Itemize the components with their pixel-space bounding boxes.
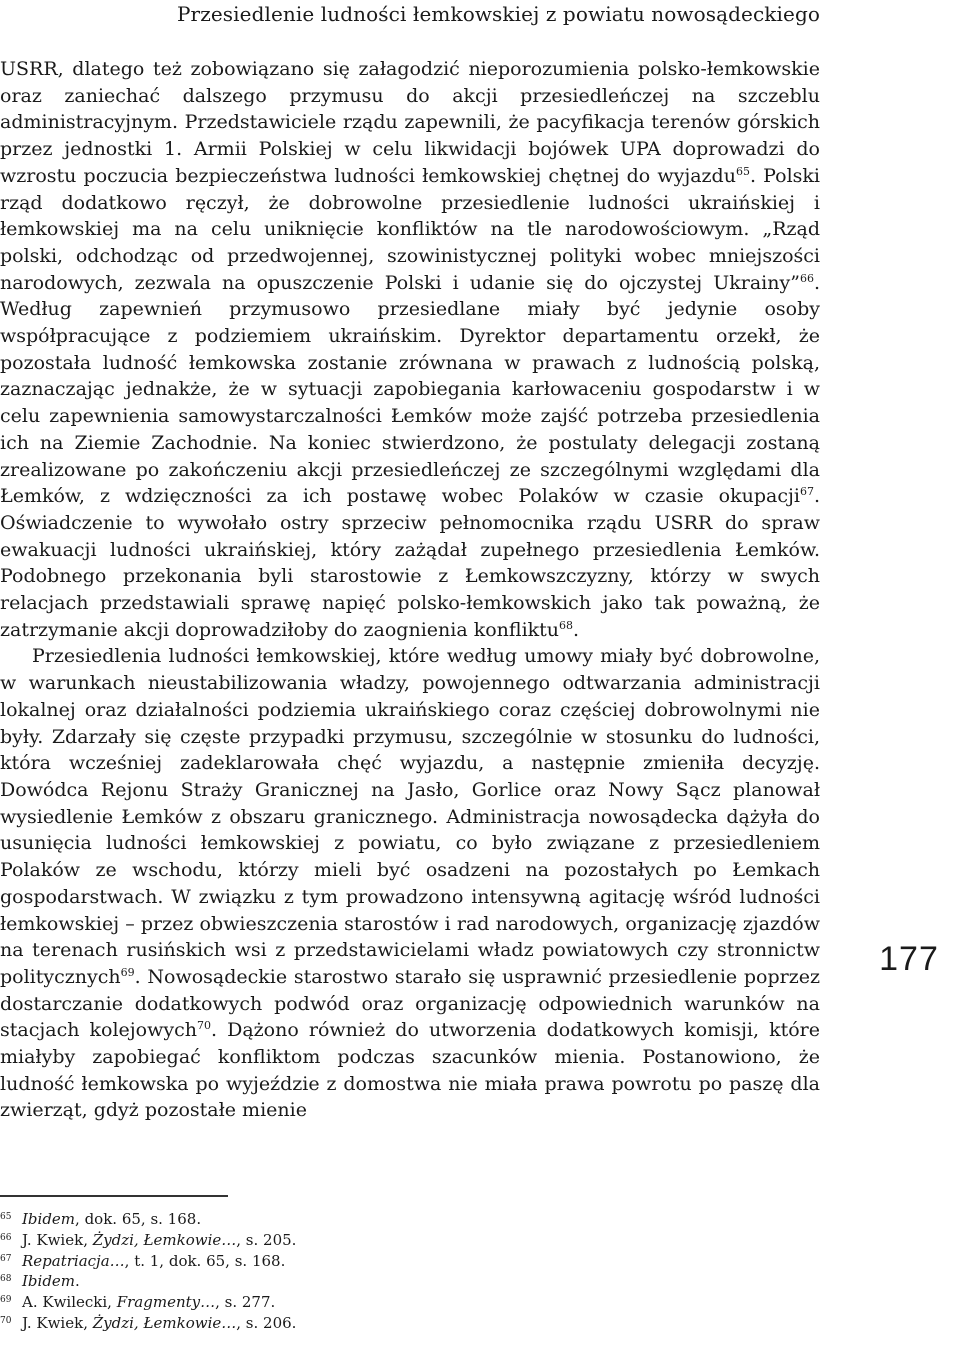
footnote-text: Ibidem [22, 1272, 76, 1291]
footnote-text: , t. 1, dok. 65, s. 168. [124, 1251, 286, 1270]
footnote-text: , s. 205. [236, 1230, 297, 1249]
paragraph-text: . Według zapewnień przymusowo przesiedlane miały być jedynie osoby współpracujące z podziemiem ukraińskim. Dyrektor departamentu orzekł, że pozostała ludność łemkowska zostanie zrównana w prawach z ludnością polską, zaznaczając jednakże, że w sytuacji zapobiegania karłowaceniu gospodarstw i w celu zapewnienia samowystarczalności Łemków może zajść potrzeba przesiedlenia ich na Ziemie Zachodnie. Na koniec stwierdzono, że postulaty delegacji zostaną zrealizowane po zakończeniu akcji przesiedleńczej ze szczególnymi względami dla Łemków, z wdzięczności za ich postawę wobec Polaków w czasie okupacji [0, 271, 820, 508]
paragraph-text: USRR, dlatego też zobowiązano się załagodzić nieporozumienia polsko-łemkowskie oraz zaniechać dalszego przymusu do akcji przesiedleńczej na szczeblu administracyjnym. Przedstawiciele rządu zapewnili, że pacyfikacja terenów górskich przez jednostki 1. Armii Polskiej w celu likwidacji bojówek UPA doprowadzi do wzrostu poczucia bezpieczeństwa ludności łemkowskiej chętnej do wyjazdu [0, 58, 820, 187]
footnote: 65 Ibidem, dok. 65, s. 168. [0, 1210, 202, 1228]
paragraph-text: Przesiedlenia ludności łemkowskiej, które według umowy miały być dobrowolne, w warunkach nieustabilizowania władzy, powojennego odtwarzania administracji lokalnej oraz działalności podziemia ukraińskiego coraz częściej dobrowolnymi nie były. Zdarzały się częste przypadki przymusu, szczególnie w stosunku do ludności, która wcześniej zadeklarowała chęć wyjazdu, a następnie zmieniła decyzję. Dowódca Rejonu Straży Granicznej na Jasło, Gorlice oraz Nowy Sącz planował wysiedlenie Łemków z obszaru granicznego. Administracja nowosądecka dążyła do usunięcia ludności łemkowskiej z powiatu, co było związane z przesiedleniem Polaków ze wschodu, którzy mieli być osadzeni na pozostałych po Łemkach gospodarstwach. W związku z tym prowadzono intensywną agitację wśród ludności łemkowskiej – przez obwieszczenia starostów i rad narodowych, organizację zjazdów na terenach rusińskich wsi z przedstawicielami władz powiatowych czy stronnictw politycznych [0, 645, 820, 988]
footnote-separator [0, 1195, 228, 1197]
footnotes [0, 1209, 600, 1334]
footnote-text: Repatriacja… [22, 1251, 125, 1270]
footnote: 70 J. Kwiek, Żydzi, Łemkowie…, s. 206. [0, 1313, 297, 1332]
footnote: 67 Repatriacja…, t. 1, dok. 65, s. 168. [0, 1251, 286, 1270]
footnote-marker[interactable]: 67 [799, 485, 814, 499]
paragraph [0, 643, 820, 1124]
footnote-text: Ibidem [22, 1210, 76, 1228]
paragraph-text: . [573, 618, 580, 641]
footnote-text: , dok. 65, s. 168. [75, 1210, 202, 1228]
footnote-marker[interactable]: 70 [197, 1019, 211, 1033]
running-title: Przesiedlenie ludności łemkowskiej z powiatu nowosądeckiego [176, 2, 820, 26]
paragraph-text: . Nowosądeckie starostwo starało się usprawnić przesiedlenie poprzez dostarczanie dodatkowych podwód oraz organizację odpowiednich warunków na stacjach kolejowych [0, 965, 820, 1042]
footnote-text: J. Kwiek, [22, 1230, 93, 1249]
footnote-text: Żydzi, Łemkowie… [92, 1230, 237, 1249]
paragraph-text: . Polski rząd dodatkowo ręczył, że dobrowolne przesiedlenie ludności ukraińskiej i łemkowskiej ma na celu uniknięcie konfliktów na tle narodowościowym. „Rząd polski, odchodząc od przedwojennej, szowinistycznej polityki wobec mniejszości narodowych, zezwala na opuszczenie Polski i udanie się do ojczystej Ukrainy” [0, 164, 821, 294]
running-header [0, 2, 820, 26]
page-number: 177 [879, 940, 939, 978]
footnote: 69 A. Kwilecki, Fragmenty…, s. 277. [0, 1293, 276, 1312]
footnote-text: Żydzi, Łemkowie… [92, 1313, 237, 1332]
body-text [0, 56, 820, 1124]
paragraph [0, 56, 820, 643]
footnote-text: , s. 206. [236, 1313, 297, 1332]
footnote: 68 Ibidem. [0, 1272, 80, 1291]
footnote-text: Fragmenty… [116, 1293, 216, 1312]
footnote: 66 J. Kwiek, Żydzi, Łemkowie…, s. 205. [0, 1230, 297, 1249]
footnote-marker[interactable]: 68 [559, 618, 574, 632]
footnote-text: , s. 277. [215, 1293, 276, 1312]
footnote-marker[interactable]: 69 [120, 965, 135, 979]
paragraph-text: . Oświadczenie to wywołało ostry sprzeciw pełnomocnika rządu USRR do spraw ewakuacji ludności ukraińskiej, który zażądał zupełnego przesiedlenia Łemków. Podobnego przekonania byli starostowie z Łemkowszczyzny, którzy w swych relacjach przedstawiali sprawę napięć polsko-łemkowskich jako tak poważną, że zatrzymanie akcji doprowadziłoby do zaognienia konfliktu [0, 485, 820, 641]
paragraph-text: . Dążono również do utworzenia dodatkowych komisji, które miałyby zapobiegać konfliktom podczas szacunków mienia. Postanowiono, że ludność łemkowska po wyjeździe z domostwa nie miała prawa powrotu po paszę dla zwierząt, gdyż pozostałe mienie [0, 1019, 820, 1122]
footnote-marker[interactable]: 66 [799, 271, 814, 285]
footnote-text: . [75, 1272, 80, 1291]
footnote-marker[interactable]: 65 [735, 164, 750, 178]
footnote-text: A. Kwilecki, [22, 1293, 117, 1312]
footnote-text: J. Kwiek, [22, 1313, 93, 1332]
